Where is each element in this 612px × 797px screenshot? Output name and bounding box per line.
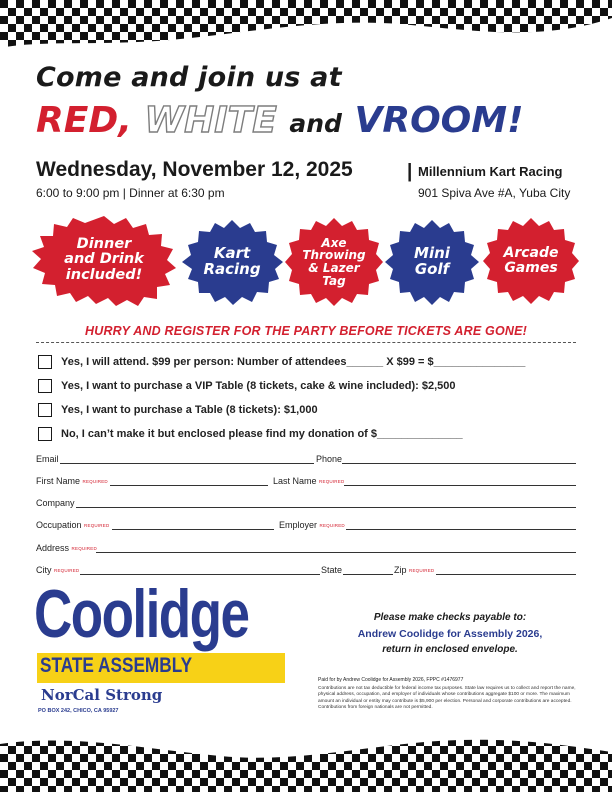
badge-golf-line1: Mini xyxy=(414,244,450,263)
required-tag: REQUIRED xyxy=(54,568,80,574)
first-name-label xyxy=(36,476,108,486)
badge-golf-line2: Golf xyxy=(414,260,450,278)
required-tag: REQUIRED xyxy=(319,523,345,529)
badge-axe-line3: & Lazer xyxy=(308,261,360,275)
badge-kart-line2: Racing xyxy=(203,260,261,278)
headline-white: WHITE xyxy=(144,100,277,141)
last-name-field[interactable] xyxy=(344,485,576,486)
last-name-text: Last Name xyxy=(273,476,317,486)
city-text: City xyxy=(36,565,52,575)
checkbox-vip-table[interactable] xyxy=(38,379,52,393)
checks-line3: return in enclosed envelope. xyxy=(382,643,518,655)
headline-comma: , xyxy=(118,100,132,141)
badge-mini-golf xyxy=(384,218,480,306)
badge-dinner xyxy=(30,214,178,306)
zip-label xyxy=(394,565,434,575)
badge-axe-line1: Axe xyxy=(321,235,347,250)
occupation-label xyxy=(36,520,109,530)
required-tag: REQUIRED xyxy=(409,568,435,574)
event-date: Wednesday, November 12, 2025 xyxy=(36,158,353,181)
option-vip-label: Yes, I want to purchase a VIP Table (8 tickets, cake & wine included): $2,500 xyxy=(61,380,456,392)
phone-label: Phone xyxy=(316,454,343,464)
state-label: State xyxy=(321,565,343,575)
company-label: Company xyxy=(36,498,75,508)
employer-label xyxy=(279,520,345,530)
badge-axe-line4: Tag xyxy=(322,273,346,288)
state-field[interactable] xyxy=(343,574,393,575)
required-tag: REQUIRED xyxy=(82,479,108,485)
candidate-logo-name: Coolidge xyxy=(34,576,249,652)
badge-dinner-line2: and Drink xyxy=(64,251,144,268)
required-tag: REQUIRED xyxy=(84,523,110,529)
option-donation-label: No, I can’t make it but enclosed please find my donation of $______________ xyxy=(61,428,463,440)
option-table[interactable] xyxy=(38,403,318,417)
employer-field[interactable] xyxy=(346,529,576,530)
occupation-text: Occupation xyxy=(36,520,82,530)
headline-and: and xyxy=(289,109,342,138)
address-text: Address xyxy=(36,543,70,553)
last-name-label xyxy=(273,476,344,486)
event-time: 6:00 to 9:00 pm | Dinner at 6:30 pm xyxy=(36,186,225,200)
email-label: Email xyxy=(36,454,59,464)
checkered-flag-top-graphic xyxy=(0,0,612,62)
state-assembly-label: STATE ASSEMBLY xyxy=(40,654,193,677)
badge-axe-throwing xyxy=(284,216,384,308)
option-donation[interactable] xyxy=(38,427,463,441)
badge-dinner-label xyxy=(30,214,178,306)
checks-line1: Please make checks payable to: xyxy=(373,612,527,623)
checkered-flag-bottom-graphic xyxy=(0,722,612,792)
option-vip-table[interactable] xyxy=(38,379,456,393)
badge-arcade-label xyxy=(482,216,580,306)
headline-red: RED xyxy=(36,100,119,141)
badge-axe-line2: Throwing xyxy=(302,248,366,263)
badge-axe-label xyxy=(284,216,384,308)
required-tag: REQUIRED xyxy=(319,479,345,485)
badge-kart-line1: Kart xyxy=(213,244,251,263)
badge-golf-label xyxy=(384,218,480,306)
badge-arcade-line1: Arcade xyxy=(503,245,559,262)
checkbox-table[interactable] xyxy=(38,403,52,417)
first-name-field[interactable] xyxy=(110,485,268,486)
required-tag: REQUIRED xyxy=(71,546,97,552)
dashed-divider xyxy=(36,342,576,343)
badge-dinner-line1: Dinner xyxy=(76,236,132,253)
checkbox-donation[interactable] xyxy=(38,427,52,441)
po-box: PO BOX 242, CHICO, CA 95927 xyxy=(38,708,119,714)
city-label xyxy=(36,565,79,575)
first-name-text: First Name xyxy=(36,476,81,486)
paid-for-disclosure: Paid for by Andrew Coolidge for Assembly 2026, FPPC #1476977 xyxy=(318,677,464,683)
employer-text: Employer xyxy=(279,520,318,530)
checkbox-attend[interactable] xyxy=(38,355,52,369)
address-label xyxy=(36,543,97,553)
contribution-disclaimer: Contributions are not tax deductible for federal income tax purposes. State law requires us to collect and report the name, physical address, occupation, and employer of individuals whose contributions aggregate $100 or more. The maximum amount an individual or entity may contribute is $5,900 per election. Personal and corporate contributions are accepted. Contributions from foreign nationals are not permitted. xyxy=(318,686,576,711)
occupation-field[interactable] xyxy=(112,529,274,530)
company-field[interactable] xyxy=(76,507,576,508)
headline-vroom: VROOM! xyxy=(354,100,524,141)
badge-arcade xyxy=(482,216,580,306)
checks-payee: Andrew Coolidge for Assembly 2026, xyxy=(357,627,543,640)
event-address: 901 Spiva Ave #A, Yuba City xyxy=(418,186,571,200)
event-divider: | xyxy=(407,161,413,182)
phone-field[interactable] xyxy=(342,463,576,464)
option-attend-label: Yes, I will attend. $99 per person: Number of attendees______ X $99 = $_______________ xyxy=(61,356,526,368)
checks-payable-note xyxy=(330,610,570,657)
email-field[interactable] xyxy=(60,463,314,464)
checkered-flag-top xyxy=(0,0,612,62)
headline-come-join: Come and join us at xyxy=(36,62,342,93)
norcal-strong-slogan: NorCal Strong xyxy=(41,686,163,704)
checkered-flag-bottom xyxy=(0,722,612,792)
city-field[interactable] xyxy=(80,574,320,575)
badge-kart-label xyxy=(180,218,284,306)
zip-text: Zip xyxy=(394,565,407,575)
address-field[interactable] xyxy=(96,552,576,553)
hurry-banner: HURRY AND REGISTER FOR THE PARTY BEFORE TICKETS ARE GONE! xyxy=(85,324,527,338)
badge-kart-racing xyxy=(180,218,284,306)
event-venue: Millennium Kart Racing xyxy=(418,164,563,179)
zip-field[interactable] xyxy=(436,574,576,575)
headline-red-white-vroom xyxy=(36,100,524,141)
option-table-label: Yes, I want to purchase a Table (8 tickets): $1,000 xyxy=(61,404,318,416)
badge-arcade-line2: Games xyxy=(504,260,558,276)
option-attend[interactable] xyxy=(38,355,525,369)
badge-dinner-line3: included! xyxy=(65,266,143,283)
